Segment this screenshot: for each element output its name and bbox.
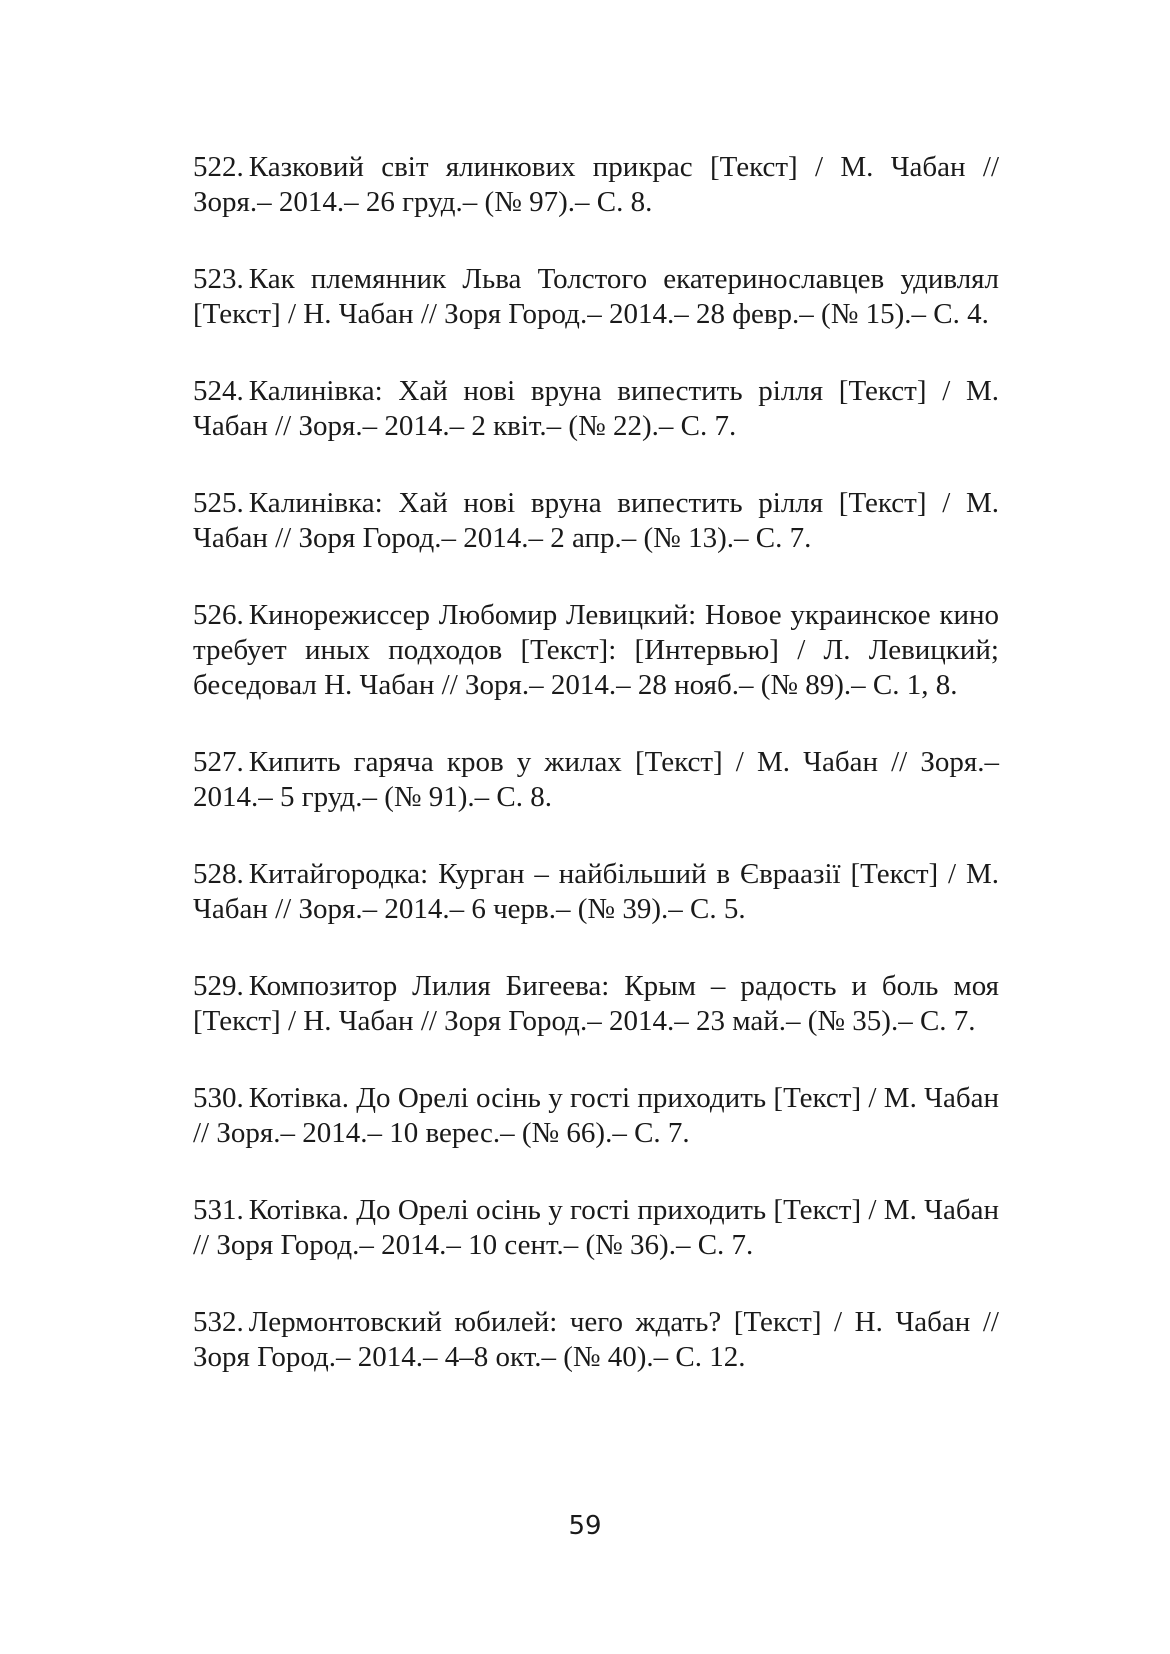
bibliography-entry-528 — [193, 857, 999, 927]
entry-text: Котівка. До Орелі осінь у гості приходить [Текст] / М. Чабан // Зоря.– 2014.– 10 верес.– (№ 66).– С. 7. — [193, 1082, 999, 1149]
entry-text: Казковий світ ялинкових прикрас [Текст] / М. Чабан // Зоря.– 2014.– 26 груд.– (№ 97).– С. 8. — [193, 151, 999, 218]
entry-number: 526. — [193, 599, 244, 631]
bibliography-entry-522 — [193, 150, 999, 220]
entry-text: Композитор Лилия Бигеева: Крым – радость и боль моя [Текст] / Н. Чабан // Зоря Город.– 2014.– 23 май.– (№ 35).– С. 7. — [193, 970, 999, 1037]
entry-number: 530. — [193, 1082, 244, 1114]
bibliography-entry-525 — [193, 486, 999, 556]
bibliography-entry-529 — [193, 969, 999, 1039]
entry-number: 529. — [193, 970, 244, 1002]
entry-number: 525. — [193, 487, 244, 519]
bibliography-entry-532 — [193, 1305, 999, 1375]
entry-text: Лермонтовский юбилей: чего ждать? [Текст] / Н. Чабан // Зоря Город.– 2014.– 4–8 окт.– (№ 40).– С. 12. — [193, 1306, 999, 1373]
entry-number: 522. — [193, 151, 244, 183]
bibliography-entry-527 — [193, 745, 999, 815]
entry-number: 532. — [193, 1306, 244, 1338]
entry-number: 527. — [193, 746, 244, 778]
entry-number: 523. — [193, 263, 244, 295]
entry-number: 524. — [193, 375, 244, 407]
bibliography-entry-526 — [193, 598, 999, 703]
page-number: 59 — [568, 1511, 602, 1541]
entry-text: Как племянник Льва Толстого екатеринославцев удивлял [Текст] / Н. Чабан // Зоря Город.– 2014.– 28 февр.– (№ 15).– С. 4. — [193, 263, 999, 330]
entry-text: Китайгородка: Курган – найбільший в Євраазії [Текст] / М. Чабан // Зоря.– 2014.– 6 черв.– (№ 39).– С. 5. — [193, 858, 999, 925]
bibliography-entry-523 — [193, 262, 999, 332]
bibliography-entry-530 — [193, 1081, 999, 1151]
entry-text: Калинівка: Хай нові вруна випестить рілля [Текст] / М. Чабан // Зоря.– 2014.– 2 квіт.– (№ 22).– С. 7. — [193, 375, 999, 442]
bibliography-entry-524 — [193, 374, 999, 444]
entry-text: Кинорежиссер Любомир Левицкий: Новое украинское кино требует иных подходов [Текст]: [Интервью] / Л. Левицкий; беседовал Н. Чабан // Зоря.– 2014.– 28 нояб.– (№ 89).– С. 1, 8. — [193, 599, 999, 701]
bibliography-entry-531 — [193, 1193, 999, 1263]
bibliography-list — [193, 150, 999, 1417]
entry-text: Кипить гаряча кров у жилах [Текст] / М. Чабан // Зоря.– 2014.– 5 груд.– (№ 91).– С. 8. — [193, 746, 999, 813]
entry-number: 531. — [193, 1194, 244, 1226]
entry-text: Котівка. До Орелі осінь у гості приходить [Текст] / М. Чабан // Зоря Город.– 2014.– 10 сент.– (№ 36).– С. 7. — [193, 1194, 999, 1261]
entry-text: Калинівка: Хай нові вруна випестить рілля [Текст] / М. Чабан // Зоря Город.– 2014.– 2 апр.– (№ 13).– С. 7. — [193, 487, 999, 554]
entry-number: 528. — [193, 858, 244, 890]
